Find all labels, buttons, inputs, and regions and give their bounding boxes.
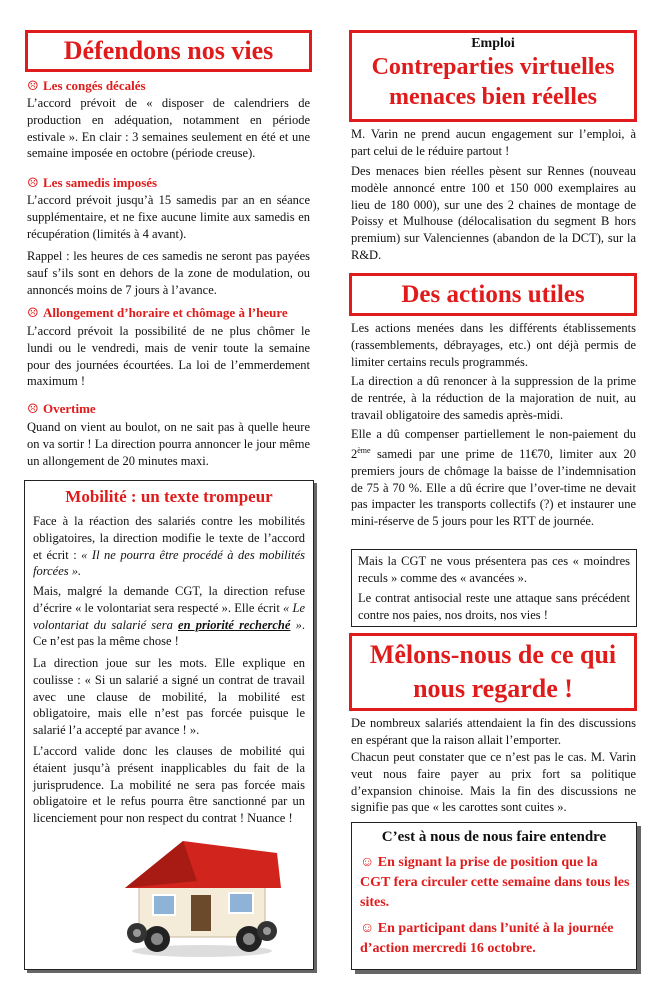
title-defendons: Défendons nos vies <box>63 36 274 65</box>
actions-para-1: Les actions menées dans les différents établissements (rassemblements, débrayages, etc.) ont déjà permis de limiter certains reculs programmés. <box>351 321 636 369</box>
emploi-title-line-2: menaces bien réelles <box>389 84 597 110</box>
sad-face-icon: ☹ <box>27 401 39 416</box>
title-box-actions <box>349 273 637 316</box>
mobilite-title: Mobilité : un texte trompeur <box>65 487 273 506</box>
para-overtime: Quand on vient au boulot, on ne sait pas à quelle heure on va sortir ! La direction pourra annoncer le jour même un allongement de 20 minutes maxi. <box>27 420 310 468</box>
title-box-defendons <box>25 30 312 72</box>
para-allongement: L’accord prévoit la possibilité de ne plus chômer le lundi ou le vendredi, mais de venir toute la semaine pour des journées écourtées. La loi de l’emmerdement maximum ! <box>27 324 310 389</box>
sad-face-icon: ☹ <box>27 78 39 93</box>
melons-para-1: De nombreux salariés attendaient la fin des discussions en espérant que la raison allait l’emporter. <box>351 716 636 747</box>
actions-callout-1: Mais la CGT ne vous présentera pas ces « moindres reculs » comme des « avancées ». <box>358 554 630 585</box>
heading-conges: ☹ Les congés décalés <box>27 78 146 93</box>
melons-title-line-1: Mêlons-nous de ce qui <box>369 640 617 669</box>
heading-allongement: ☹ Allongement d’horaire et chômage à l’heure <box>27 305 288 320</box>
heading-overtime: ☹ Overtime <box>27 401 96 416</box>
mobilite-para-4: L’accord valide donc les clauses de mobilité qui étaient jusqu’à présent inapplicables du fait de la jurisprudence. La mobilité ne sera pas forcée mais obligatoire et le refus pourra être sanctionné par un licenciement pour non respect du contrat ! Nuance ! <box>33 744 305 826</box>
title-box-melons <box>349 633 637 711</box>
mobilite-para-3: La direction joue sur les mots. Elle explique en coulisse : « Si un salarié a signé un contrat de travail avec une clause de mobilité, la mobilité est obligatoire, mais elle n’est pas forcée puisque le salarié l’a accepté par avance ! ». <box>33 656 305 738</box>
sad-face-icon: ☹ <box>27 175 39 190</box>
entendre-title: C’est à nous de nous faire entendre <box>381 829 607 845</box>
mobilite-box <box>24 480 314 970</box>
melons-para-2: Chacun peut constater que ce n’est pas le cas. M. Varin veut nous faire payer au prix fort sa politique d’expansion chinoise. Mais la fin des discussions ne signifie pas que « les carottes sont cuites ». <box>351 750 636 815</box>
title-actions: Des actions utiles <box>401 281 585 308</box>
actions-callout-2: Le contrat antisocial reste une attaque sans précédent contre nos paies, nos droits, nos vies ! <box>358 591 630 622</box>
emploi-title-line-1: Contreparties virtuelles <box>371 54 615 80</box>
house-on-wheels-illustration <box>117 833 287 958</box>
title-box-emploi <box>349 30 637 122</box>
para-samedis-1: L’accord prévoit jusqu’à 15 samedis par an en séance supplémentaire, et ne fixe aucune limite aux samedis en récupération (limités à 4 avant). <box>27 193 310 241</box>
melons-title-line-2: nous regarde ! <box>413 674 573 703</box>
entendre-item-1: ☺ En signant la prise de position que la CGT fera circuler cette semaine dans tous les sites. <box>360 855 630 910</box>
actions-callout-box <box>351 549 637 627</box>
sad-face-icon: ☹ <box>27 305 39 320</box>
entendre-box <box>351 822 637 970</box>
para-samedis-2: Rappel : les heures de ces samedis ne seront pas payées sauf s’ils sont en dehors de la zone de modulation, ou annoncés moins de 7 jours à l’avance. <box>27 249 310 297</box>
emploi-para-1: M. Varin ne prend aucun engagement sur l’emploi, à part celui de le réduire partout ! <box>351 127 636 158</box>
smiley-face-icon: ☺ <box>360 855 375 870</box>
emploi-label: Emploi <box>471 36 515 51</box>
actions-para-2: La direction a dû renoncer à la suppression de la prime de rentrée, à la réduction de la majoration de nuit, au travail obligatoire des samedis après-midi. <box>351 374 636 422</box>
mobilite-para-2: Mais, malgré la demande CGT, la direction refuse d’écrire « le volontariat sera respecté ». Elle écrit « Le volontariat du salarié sera en priorité recherché ». Ce n’est pas la même chose ! <box>33 584 305 649</box>
mobilite-para-1: Face à la réaction des salariés contre les mobilités obligatoires, la direction modifie le texte de l’accord et écrit : « Il ne pourra être procédé à des mobilités forcées ». <box>33 514 306 579</box>
heading-samedis: ☹ Les samedis imposés <box>27 175 158 190</box>
emploi-para-2: Des menaces bien réelles pèsent sur Rennes (nouveau modèle annoncé entre 100 et 150 000 exemplaires au lieu de 180 000), sur une des 2 chaines de montage de Poissy et Mulhouse (délocalisation du segment B hors premium) sur Valenciennes (abandon de la DCT), sur la R&D. <box>351 164 636 262</box>
smiley-face-icon: ☺ <box>360 921 375 936</box>
para-conges: L’accord prévoit de « disposer de calendriers de production en adéquation, notamment en période estivale ». En clair : 3 semaines seulement en été et une semaine imposée en octobre (période creuse). <box>27 96 310 161</box>
actions-para-3: Elle a dû compenser partiellement le non-paiement du 2ème samedi par une prime de 11€70, limiter aux 20 premiers jours de chômage la baisse de l’indemnisation de 75 à 70 %. Elle a dû écrire que l’over-time ne devait pas impacter les transports collectifs (?) et instaurer une mini-réserve de 5 jours pour les RTT de journée. <box>351 427 636 529</box>
entendre-item-2: ☺ En participant dans l’unité à la journée d’action mercredi 16 octobre. <box>360 921 614 956</box>
